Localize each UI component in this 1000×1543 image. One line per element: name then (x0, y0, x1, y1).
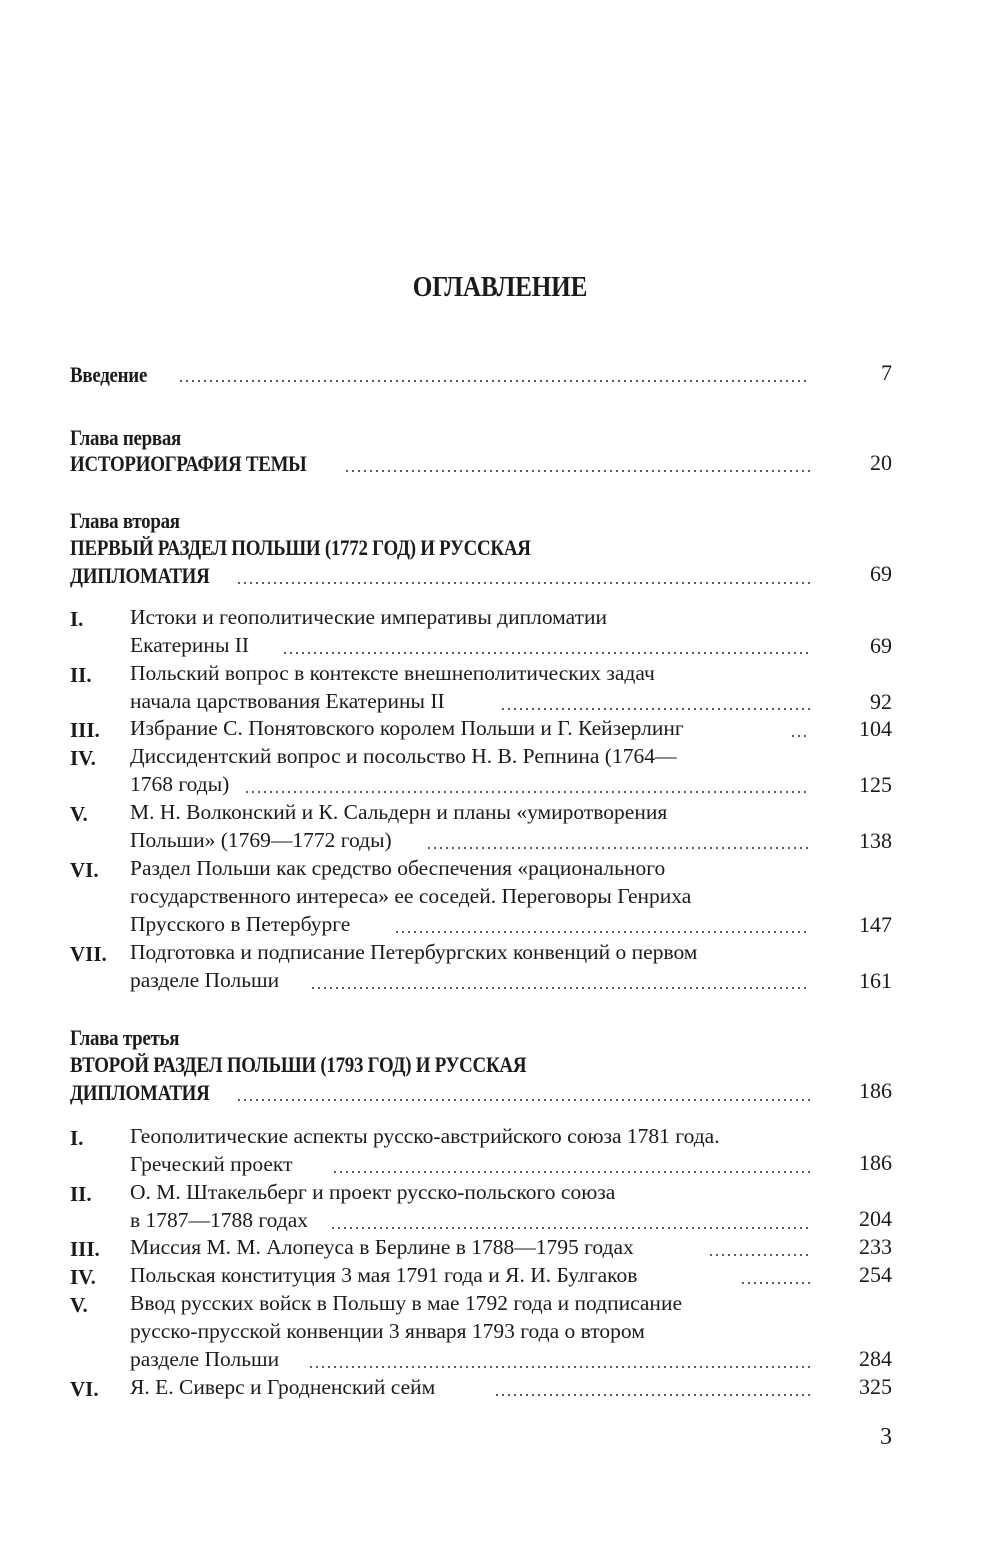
section-page: 138 (859, 828, 892, 853)
section-number: V. (70, 1293, 88, 1317)
section-number: III. (70, 1237, 100, 1261)
section-title: Прусского в Петербурге (130, 912, 351, 936)
section-page: 104 (859, 716, 892, 741)
leader-dots (282, 652, 810, 654)
leader-dots (394, 931, 810, 933)
leader-dots (740, 1282, 810, 1284)
section-title: Греческий проект (130, 1152, 293, 1176)
section-number: VI. (70, 858, 99, 882)
section-page: 254 (859, 1262, 892, 1287)
leader-dots (344, 470, 810, 472)
section-title: О. М. Штакельберг и проект русско-польского союза (130, 1180, 616, 1204)
leader-dots (790, 735, 810, 737)
chapter1-title: ИСТОРИОГРАФИЯ ТЕМЫ (70, 451, 307, 476)
chapter3-title-line1: ВТОРОЙ РАЗДЕЛ ПОЛЬШИ (1793 ГОД) И РУССКАЯ (70, 1052, 527, 1077)
section-number: I. (70, 607, 84, 631)
section-title: в 1787—1788 годах (130, 1208, 309, 1232)
section-title: 1768 годы) (130, 772, 230, 796)
leader-dots (236, 1099, 810, 1101)
page-number: 3 (880, 1424, 892, 1450)
intro-page: 7 (881, 360, 892, 385)
leader-dots (178, 380, 810, 382)
leader-dots (330, 1227, 810, 1229)
section-title: начала царствования Екатерины II (130, 689, 445, 713)
section-title: Миссия М. М. Алопеуса в Берлине в 1788—1795 годах (130, 1235, 634, 1259)
page-title: ОГЛАВЛЕНИЕ (412, 272, 588, 303)
section-number: VII. (70, 942, 107, 966)
leader-dots (500, 708, 810, 710)
chapter2-title-line1: ПЕРВЫЙ РАЗДЕЛ ПОЛЬШИ (1772 ГОД) И РУССКАЯ (70, 535, 531, 560)
section-title: Избрание С. Понятовского королем Польши и Г. Кейзерлинг (130, 716, 684, 740)
section-title: разделе Польши (130, 1347, 280, 1371)
section-number: II. (70, 663, 92, 687)
section-page: 92 (870, 689, 892, 714)
leader-dots (708, 1254, 810, 1256)
section-page: 69 (870, 633, 892, 658)
chapter1-heading: Глава первая (70, 425, 182, 450)
section-number: I. (70, 1126, 84, 1150)
chapter2-page: 69 (870, 561, 892, 586)
chapter2-heading: Глава вторая (70, 508, 180, 533)
section-page: 125 (859, 772, 892, 797)
chapter3-title-line2: ДИПЛОМАТИЯ (70, 1080, 210, 1105)
section-title: Ввод русских войск в Польшу в мае 1792 года и подписание (130, 1291, 682, 1315)
section-page: 233 (859, 1234, 892, 1259)
section-title: Подготовка и подписание Петербургских конвенций о первом (130, 940, 698, 964)
section-number: VI. (70, 1377, 99, 1401)
chapter1-page: 20 (870, 450, 892, 475)
section-number: IV. (70, 1265, 96, 1289)
chapter3-page: 186 (859, 1078, 892, 1103)
section-title: Польская конституция 3 мая 1791 года и Я. И. Булгаков (130, 1263, 638, 1287)
leader-dots (244, 791, 810, 793)
section-title: Истоки и геополитические императивы дипломатии (130, 605, 608, 629)
section-number: III. (70, 718, 100, 742)
section-title: Екатерины II (130, 633, 250, 657)
section-title: русско-прусской конвенции 3 января 1793 года о втором (130, 1319, 645, 1343)
leader-dots (310, 987, 810, 989)
section-page: 284 (859, 1346, 892, 1371)
leader-dots (308, 1366, 810, 1368)
section-title: М. Н. Волконский и К. Сальдерн и планы «умиротворения (130, 800, 668, 824)
section-page: 147 (859, 912, 892, 937)
section-title: Я. Е. Сиверс и Гродненский сейм (130, 1375, 436, 1399)
section-title: разделе Польши (130, 968, 280, 992)
section-title: Польский вопрос в контексте внешнеполитических задач (130, 661, 655, 685)
section-title: Раздел Польши как средство обеспечения «рационального (130, 856, 666, 880)
chapter3-heading: Глава третья (70, 1025, 180, 1050)
chapter2-title-line2: ДИПЛОМАТИЯ (70, 563, 210, 588)
section-page: 186 (859, 1150, 892, 1175)
leader-dots (426, 847, 810, 849)
intro-label: Введение (70, 362, 148, 387)
leader-dots (332, 1171, 810, 1173)
section-number: IV. (70, 746, 96, 770)
section-title: Геополитические аспекты русско-австрийского союза 1781 года. (130, 1124, 720, 1148)
leader-dots (236, 582, 810, 584)
leader-dots (494, 1394, 810, 1396)
section-title: Польши» (1769—1772 годы) (130, 828, 392, 852)
section-page: 204 (859, 1206, 892, 1231)
section-page: 161 (859, 968, 892, 993)
section-number: V. (70, 802, 88, 826)
section-number: II. (70, 1182, 92, 1206)
section-title: государственного интереса» ее соседей. Переговоры Генриха (130, 884, 692, 908)
section-title: Диссидентский вопрос и посольство Н. В. Репнина (1764— (130, 744, 677, 768)
section-page: 325 (859, 1374, 892, 1399)
